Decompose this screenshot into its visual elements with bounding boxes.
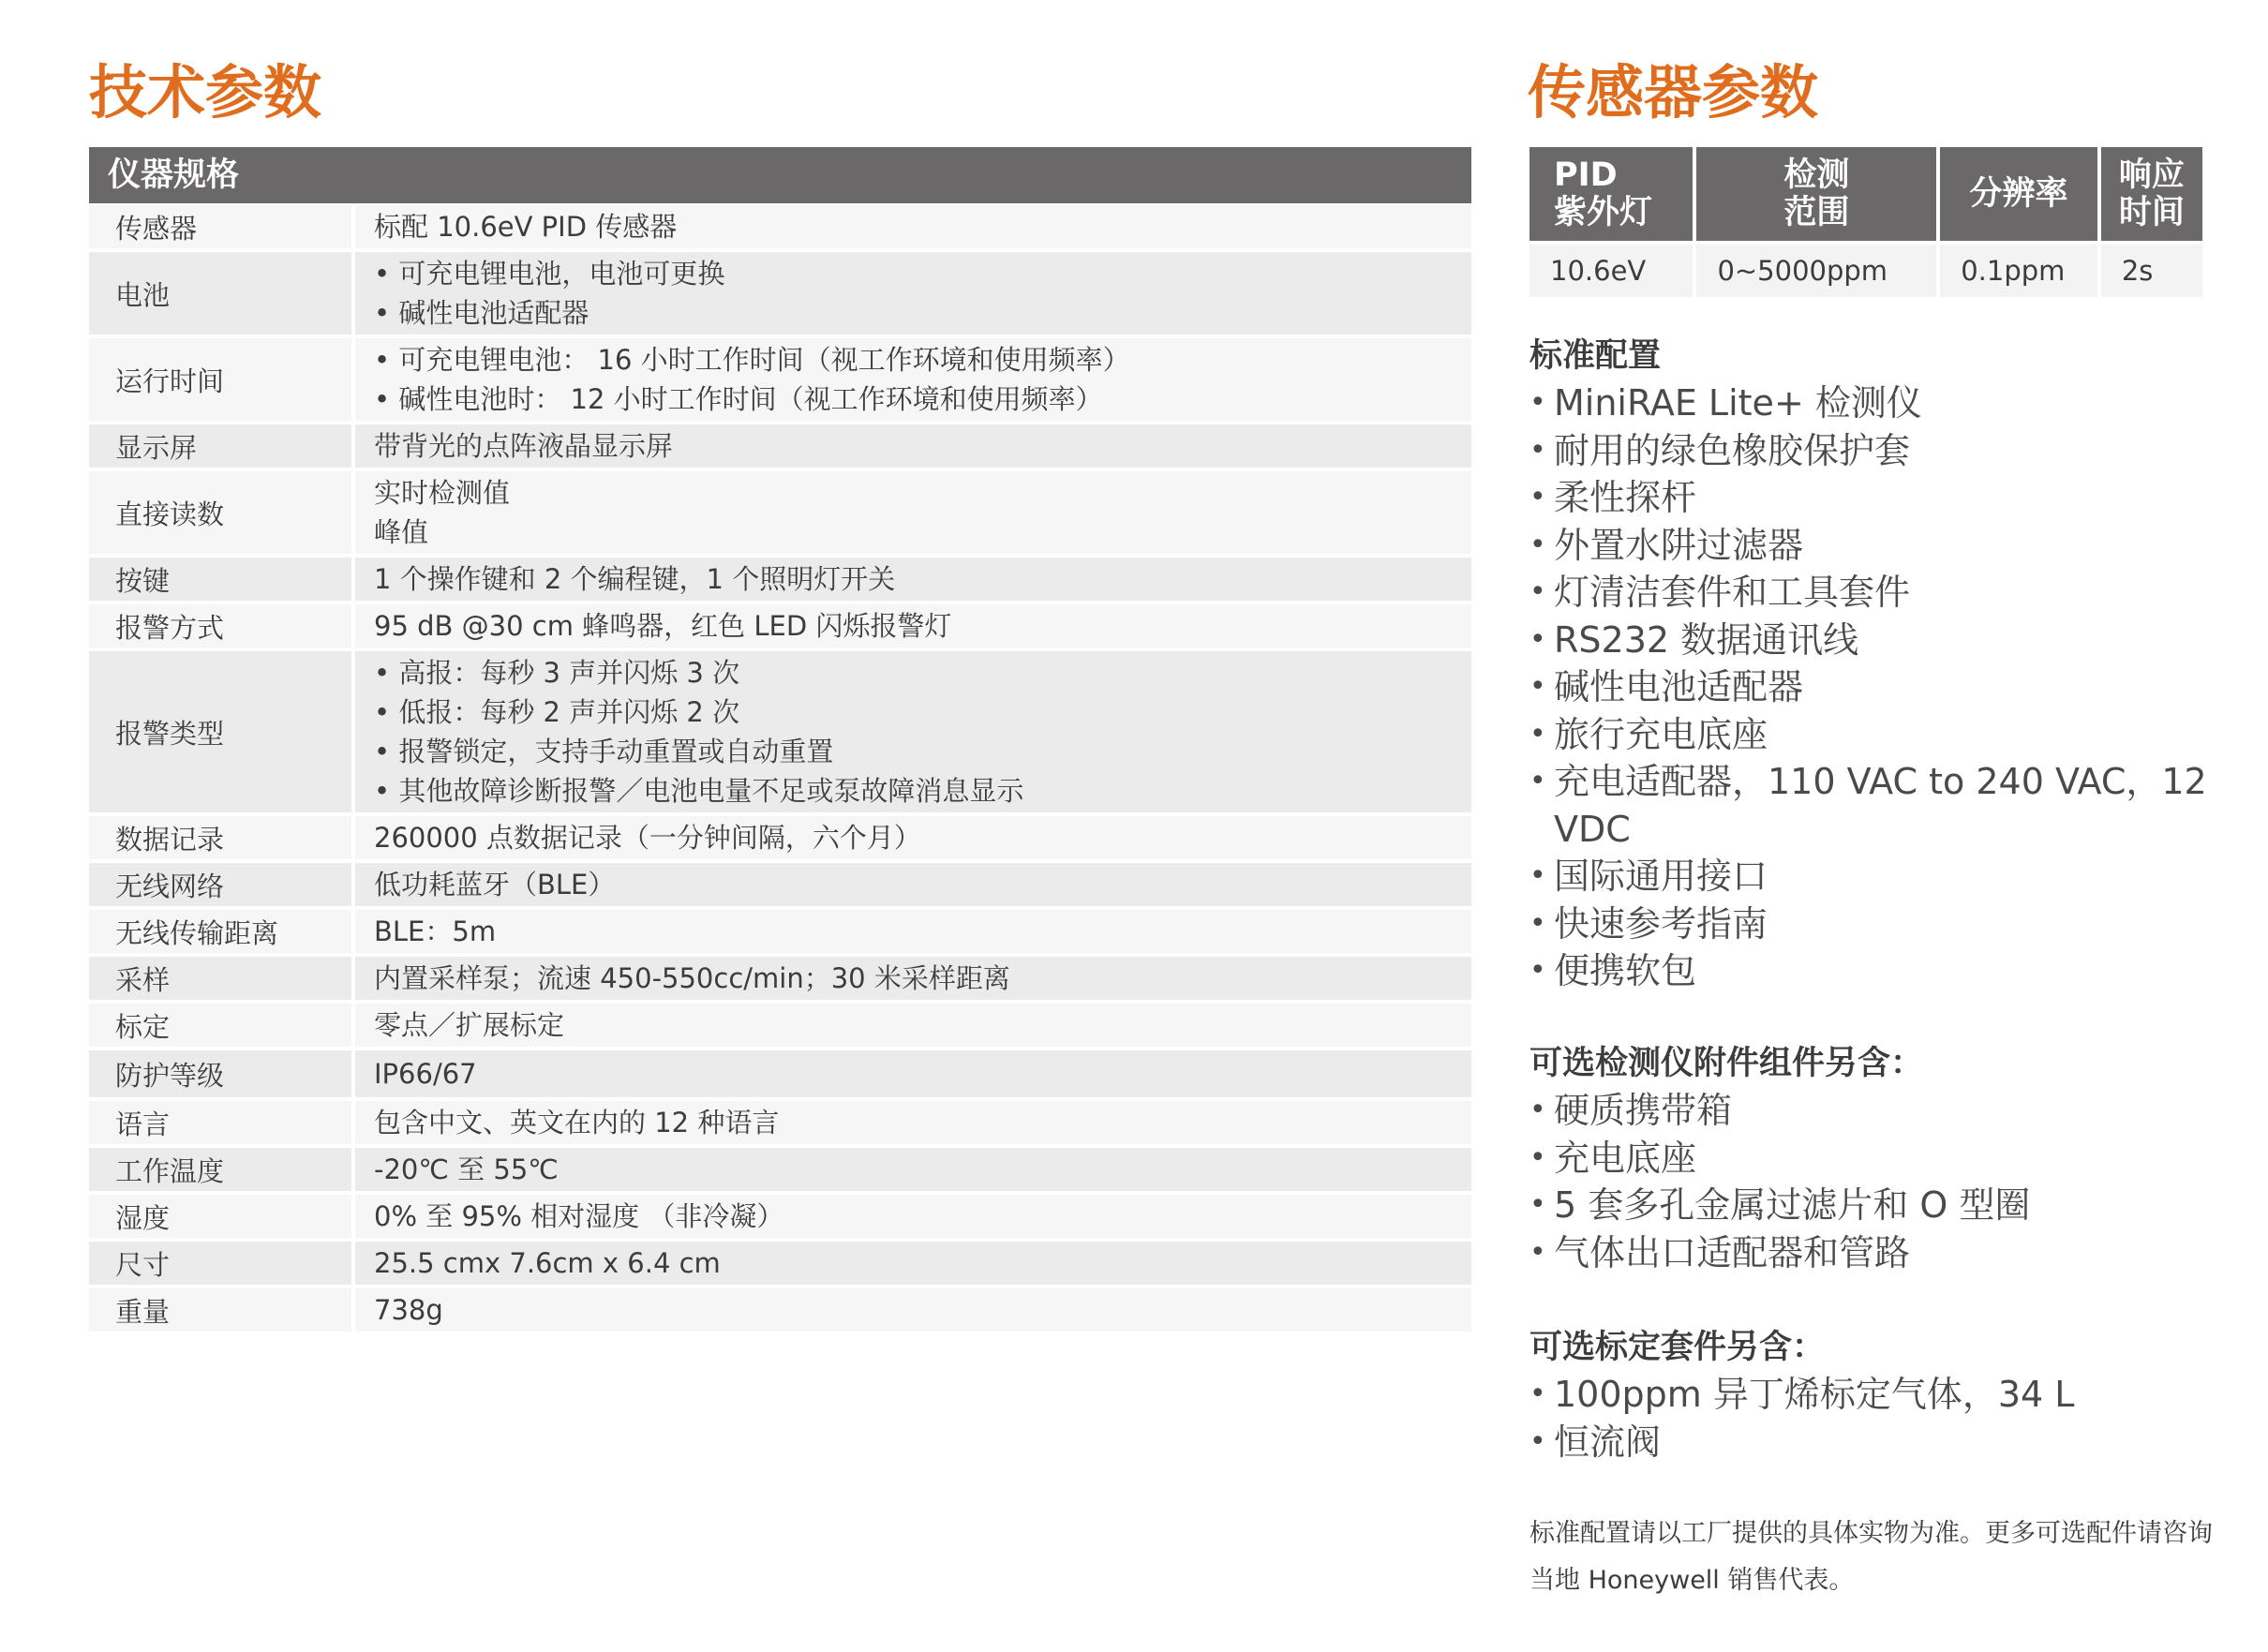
spec-value-line: 260000 点数据记录（一分钟间隔，六个月） [374,822,921,854]
spec-row-label: 无线网络 [89,863,355,906]
spec-value-line: • 可充电锂电池，电池可更换 [374,258,725,290]
spec-row [89,816,1471,863]
optional-accessories-title: 可选检测仪附件组件另含： [1529,1045,1924,1082]
spec-value-line: • 报警锁定，支持手动重置或自动重置 [374,736,834,767]
spec-row-label: 防护等级 [89,1050,355,1097]
spec-row-value [355,426,1471,466]
spec-row-value [355,340,1471,419]
spec-table-body [89,205,1471,1335]
spec-row [89,604,1471,651]
spec-row [89,1004,1471,1050]
sensor-cell-lamp: 10.6eV [1529,243,1694,297]
spec-value-line: 峰值 [374,516,429,548]
spec-value-line: • 碱性电池适配器 [374,297,589,329]
spec-value-line: -20℃ 至 55℃ [374,1153,559,1185]
sensor-header-line: 响应 [2118,156,2185,194]
sensor-header-range [1694,147,1938,243]
spec-value-line: 25.5 cmx 7.6cm x 6.4 cm [374,1247,721,1279]
sensor-table [1529,147,2202,297]
spec-row-label: 重量 [89,1288,355,1332]
bullet-icon: • [1529,859,1546,892]
standard-config-list [1529,380,2242,995]
spec-row-value [355,1005,1471,1045]
list-item [1529,617,2242,664]
bullet-icon: • [1529,1424,1546,1458]
spec-value-line: 0% 至 95% 相对湿度 （非冷凝） [374,1200,784,1232]
bullet-icon: • [1529,528,1546,561]
spec-row-label: 直接读数 [89,471,355,554]
standard-config-title: 标准配置 [1529,337,1662,375]
spec-row-value [355,653,1471,811]
spec-row-value [355,818,1471,857]
spec-row-value [355,1243,1471,1283]
list-item-text: 柔性探杆 [1554,477,1697,518]
bullet-icon: • [1529,1235,1546,1269]
sensor-heading: 传感器参数 [1528,58,1819,127]
spec-row [89,558,1471,604]
bullet-icon: • [1529,575,1546,608]
list-item [1529,427,2242,475]
spec-value-line: 零点／扩展标定 [374,1009,565,1041]
optional-accessories-list [1529,1087,2242,1276]
list-item-text: 充电底座 [1554,1137,1697,1179]
spec-value-line: • 其他故障诊断报警／电池电量不足或泵故障消息显示 [374,775,1024,807]
spec-value-line: 带背光的点阵液晶显示屏 [374,430,674,462]
spec-value-line: 实时检测值 [374,477,511,509]
sensor-header-line: PID [1554,156,1618,194]
sensor-table-header-row [1529,147,2202,243]
spec-row-value [355,912,1471,951]
spec-row-value [355,1197,1471,1236]
list-item-text: 外置水阱过滤器 [1554,524,1804,566]
spec-row [89,205,1471,252]
list-item-text: 碱性电池适配器 [1554,666,1804,707]
spec-row-label: 无线传输距离 [89,910,355,953]
list-item [1529,1419,2242,1466]
list-item [1529,947,2242,995]
bullet-icon: • [1529,906,1546,940]
list-item-text: MiniRAE Lite+ 检测仪 [1554,382,1922,424]
list-item [1529,1182,2242,1229]
sensor-header-response [2099,147,2202,243]
spec-row-label: 电池 [89,252,355,335]
spec-row-value [355,254,1471,333]
bullet-icon: • [1529,1377,1546,1410]
spec-row [89,1195,1471,1242]
list-item [1529,663,2242,711]
spec-value-line: 1 个操作键和 2 个编程键，1 个照明灯开关 [374,563,896,595]
spec-row-label: 标定 [89,1004,355,1047]
spec-row [89,1242,1471,1288]
spec-row-value [355,559,1471,599]
bullet-icon: • [1529,622,1546,656]
list-item-text: 快速参考指南 [1554,902,1768,945]
spec-value-line: IP66/67 [374,1058,477,1090]
list-item [1529,1229,2242,1277]
spec-value-line: 低功耗蓝牙（BLE） [374,869,616,900]
bullet-icon: • [1529,670,1546,703]
spec-row [89,1288,1471,1335]
list-item [1529,1371,2242,1419]
list-item [1529,1087,2242,1135]
spec-value-line: 包含中文、英文在内的 12 种语言 [374,1107,780,1139]
spec-row-label: 尺寸 [89,1242,355,1285]
spec-value-line: • 碱性电池时： 12 小时工作时间（视工作环境和使用频率） [374,383,1103,415]
bullet-icon: • [1529,717,1546,751]
sensor-cell-range: 0~5000ppm [1694,243,1938,297]
spec-row [89,338,1471,424]
list-item-text: 恒流阀 [1554,1421,1662,1463]
spec-row-label: 采样 [89,957,355,1000]
list-item-text: 充电适配器，110 VAC to 240 VAC，12 VDC [1554,761,2207,850]
list-item [1529,900,2242,948]
list-item [1529,758,2242,853]
spec-row-label: 运行时间 [89,338,355,421]
spec-row-value [355,606,1471,646]
spec-row-label: 报警类型 [89,651,355,812]
spec-table [89,147,1471,1335]
spec-row-label: 报警方式 [89,604,355,647]
spec-value-line: 95 dB @30 cm 蜂鸣器，红色 LED 闪烁报警灯 [374,610,952,642]
list-item-text: 硬质携带箱 [1554,1090,1733,1131]
spec-table-header: 仪器规格 [89,147,1471,203]
spec-row-label: 按键 [89,558,355,601]
bullet-icon: • [1529,765,1546,797]
sensor-table-row [1529,243,2202,297]
list-item [1529,380,2242,427]
spec-row-label: 语言 [89,1101,355,1144]
spec-value-line: • 低报：每秒 2 声并闪烁 2 次 [374,696,740,728]
list-item-text: 耐用的绿色橡胶保护套 [1554,429,1911,471]
bullet-icon: • [1529,481,1546,513]
list-item-text: 5 套多孔金属过滤片和 O 型圈 [1554,1184,2031,1226]
spec-row-value [355,207,1471,246]
list-item [1529,711,2242,759]
spec-row [89,863,1471,910]
spec-row-value [355,1150,1471,1189]
spec-row [89,1148,1471,1195]
bullet-icon: • [1529,1140,1546,1174]
spec-row [89,1101,1471,1148]
list-item [1529,474,2242,522]
spec-row-label: 传感器 [89,205,355,248]
list-item-text: 旅行充电底座 [1554,713,1768,755]
sensor-header-line: 时间 [2118,194,2185,231]
list-item-text: 100ppm 异丁烯标定气体，34 L [1554,1374,2075,1415]
spec-row-value [355,1103,1471,1142]
spec-row [89,957,1471,1004]
list-item [1529,569,2242,617]
sensor-header-line: 范围 [1783,194,1850,231]
spec-value-line: BLE：5m [374,915,497,947]
spec-row [89,252,1471,338]
list-item [1529,522,2242,570]
list-item [1529,853,2242,900]
list-item-text: 国际通用接口 [1554,856,1768,897]
spec-row-label: 湿度 [89,1195,355,1238]
spec-row-label: 显示屏 [89,424,355,468]
sensor-header-line: 紫外灯 [1554,194,1653,231]
spec-row-value [355,1054,1471,1094]
spec-row-label: 数据记录 [89,816,355,859]
spec-row [89,910,1471,957]
list-item-text: 便携软包 [1554,950,1697,991]
spec-value-line: 内置采样泵；流速 450-550cc/min；30 米采样距离 [374,962,1010,994]
spec-value-line: 标配 10.6eV PID 传感器 [374,211,678,243]
bullet-icon: • [1529,433,1546,467]
spec-row-value [355,1290,1471,1330]
spec-row [89,424,1471,471]
sensor-header-line: 分辨率 [1969,175,2068,213]
sensor-cell-response: 2s [2099,243,2202,297]
list-item-text: 气体出口适配器和管路 [1554,1231,1911,1273]
spec-row-value [355,959,1471,998]
spec-row-value [355,473,1471,552]
optional-calibration-list [1529,1371,2242,1466]
optional-calibration-title: 可选标定套件另含： [1529,1329,1826,1366]
sensor-header-resolution [1938,147,2099,243]
spec-row [89,471,1471,558]
spec-row-label: 工作温度 [89,1148,355,1191]
sensor-header-line: 检测 [1783,156,1850,194]
sensor-cell-resolution: 0.1ppm [1938,243,2099,297]
bullet-icon: • [1529,1094,1546,1126]
spec-row [89,1050,1471,1101]
spec-row-value [355,865,1471,904]
bullet-icon: • [1529,386,1546,419]
footnote: 标准配置请以工厂提供的具体实物为准。更多可选配件请咨询当地 Honeywell 销售代表。 [1529,1519,2213,1595]
bullet-icon: • [1529,954,1546,987]
spec-value-line: • 高报：每秒 3 声并闪烁 3 次 [374,657,740,689]
list-item [1529,1135,2242,1183]
spec-row [89,651,1471,816]
spec-heading: 技术参数 [89,58,322,127]
list-item-text: RS232 数据通讯线 [1554,618,1859,661]
sensor-header-lamp [1529,147,1694,243]
spec-value-line: 738g [374,1294,443,1326]
list-item-text: 灯清洁套件和工具套件 [1554,572,1911,613]
bullet-icon: • [1529,1188,1546,1221]
spec-value-line: • 可充电锂电池： 16 小时工作时间（视工作环境和使用频率） [374,344,1130,376]
